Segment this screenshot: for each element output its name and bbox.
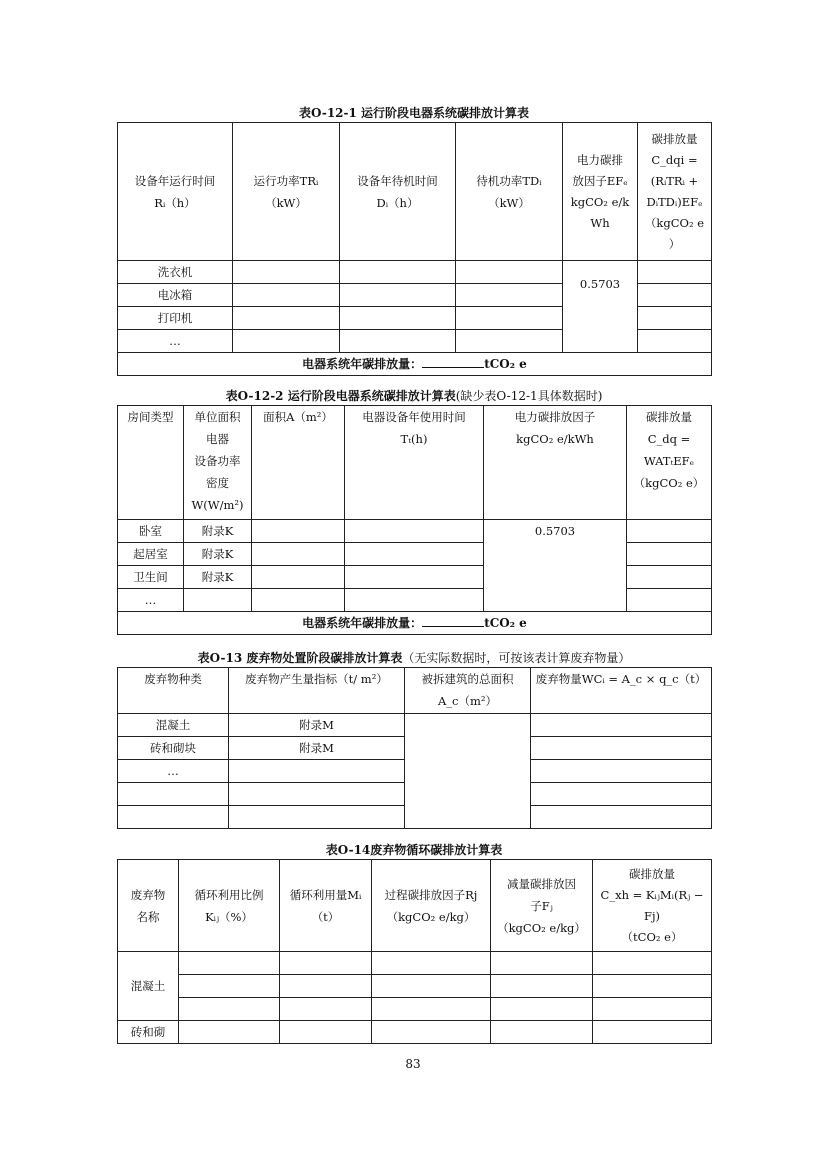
t2-header-factor: 电力碳排放因子 kgCO₂ e/kWh xyxy=(484,406,627,520)
table-o-13 xyxy=(117,667,712,829)
t3-header-amount: 废弃物量WCᵢ = A_c × q_c（t） xyxy=(531,668,712,714)
t3-waste-index xyxy=(229,760,405,783)
t2-caption-title: 表O-12-2 运行阶段电器系统碳排放计算表 xyxy=(225,389,456,403)
table-o-12-1-caption: 表O-12-1 运行阶段电器系统碳排放计算表 xyxy=(298,106,530,120)
t3-waste-index xyxy=(229,806,405,829)
t4-waste-name: 混凝土 xyxy=(118,952,179,1021)
page-number: 83 xyxy=(405,1057,421,1071)
t2-header-usage-time: 电器设备年使用时间 Tₜ(h) xyxy=(345,406,484,520)
t4-header-process-factor: 过程碳排放因子Rj （kgCO₂ e/kg） xyxy=(372,860,491,952)
t1-appliance: 电冰箱 xyxy=(118,284,233,307)
t2-room: 起居室 xyxy=(118,543,184,566)
t4-header-name: 废弃物 名称 xyxy=(118,860,179,952)
t1-summary-unit: tCO₂ e xyxy=(484,357,527,371)
table-o-12-2-caption xyxy=(117,387,711,404)
t3-waste-type: … xyxy=(118,760,229,783)
t3-waste-type: 混凝土 xyxy=(118,714,229,737)
t1-summary-blank xyxy=(422,353,484,368)
t2-summary-blank xyxy=(422,612,484,627)
t2-density xyxy=(184,589,252,612)
table-row xyxy=(118,998,712,1021)
table-o-14 xyxy=(117,859,712,1044)
table-o-13-caption xyxy=(117,649,711,666)
table-o-12-2 xyxy=(117,405,712,635)
t2-summary-unit: tCO₂ e xyxy=(484,616,527,630)
t3-header-type: 废弃物种类 xyxy=(118,668,229,714)
t1-header-factor: 电力碳排 放因子EFₑ kgCO₂ e/k Wh xyxy=(563,123,638,261)
t1-factor-value: 0.5703 xyxy=(563,261,638,353)
t3-waste-type xyxy=(118,806,229,829)
t1-appliance: 打印机 xyxy=(118,307,233,330)
t2-summary-label: 电器系统年碳排放量： xyxy=(302,616,423,630)
t1-header-run-power: 运行功率TRᵢ （kW） xyxy=(233,123,340,261)
t1-header-standby-power: 待机功率TDᵢ （kW） xyxy=(456,123,563,261)
t3-caption-title: 表O-13 废弃物处置阶段碳排放计算表 xyxy=(197,651,403,665)
t2-summary xyxy=(118,612,712,635)
table-row xyxy=(118,520,712,543)
t2-caption-note: (缺少表O-12-1具体数据时) xyxy=(455,389,603,403)
t2-room: … xyxy=(118,589,184,612)
t4-header-amount: 循环利用量Mᵢ （t） xyxy=(280,860,372,952)
t2-density: 附录K xyxy=(184,520,252,543)
t1-appliance: … xyxy=(118,330,233,353)
t1-appliance: 洗衣机 xyxy=(118,261,233,284)
t3-waste-type: 砖和砌块 xyxy=(118,737,229,760)
table-o-12-1 xyxy=(117,122,712,376)
t2-density: 附录K xyxy=(184,566,252,589)
table-o-14-caption: 表O-14废弃物循环碳排放计算表 xyxy=(325,843,503,857)
t1-header-emission: 碳排放量 C_dqi = (RᵢTRᵢ + DᵢTDᵢ)EFₑ （kgCO₂ e ） xyxy=(638,123,712,261)
t3-header-area: 被拆建筑的总面积 A_c（m²） xyxy=(405,668,531,714)
table-row xyxy=(118,1021,712,1044)
t4-header-ratio: 循环利用比例 Kᵢⱼ（%） xyxy=(179,860,280,952)
t4-waste-name: 砖和砌 xyxy=(118,1021,179,1044)
t3-waste-index xyxy=(229,783,405,806)
t2-density: 附录K xyxy=(184,543,252,566)
t2-header-room: 房间类型 xyxy=(118,406,184,520)
t1-header-standby-time: 设备年待机时间 Dᵢ（h） xyxy=(340,123,456,261)
table-row xyxy=(118,714,712,737)
t2-header-density: 单位面积 电器 设备功率 密度 W(W/m²) xyxy=(184,406,252,520)
t3-waste-index: 附录M xyxy=(229,714,405,737)
t3-waste-type xyxy=(118,783,229,806)
t4-header-reduction-factor: 减量碳排放因 子Fⱼ （kgCO₂ e/kg） xyxy=(491,860,593,952)
t3-waste-index: 附录M xyxy=(229,737,405,760)
t1-summary-label: 电器系统年碳排放量： xyxy=(302,357,423,371)
t1-summary xyxy=(118,353,712,376)
t3-header-index: 废弃物产生量指标（t/ m²） xyxy=(229,668,405,714)
t2-factor-value: 0.5703 xyxy=(484,520,627,612)
table-row xyxy=(118,952,712,975)
t2-room: 卧室 xyxy=(118,520,184,543)
t2-header-area: 面积A（m²） xyxy=(252,406,345,520)
t2-header-emission: 碳排放量 C_dq = WATₜEFₑ （kgCO₂ e） xyxy=(627,406,712,520)
t2-room: 卫生间 xyxy=(118,566,184,589)
t3-caption-note: （无实际数据时，可按该表计算废弃物量） xyxy=(402,651,631,665)
t1-header-run-time: 设备年运行时间 Rᵢ（h） xyxy=(118,123,233,261)
t4-header-emission: 碳排放量 C_xh = KᵢⱼMᵢ(Rⱼ − Fj) （tCO₂ e） xyxy=(593,860,712,952)
table-row xyxy=(118,261,712,284)
table-row xyxy=(118,975,712,998)
